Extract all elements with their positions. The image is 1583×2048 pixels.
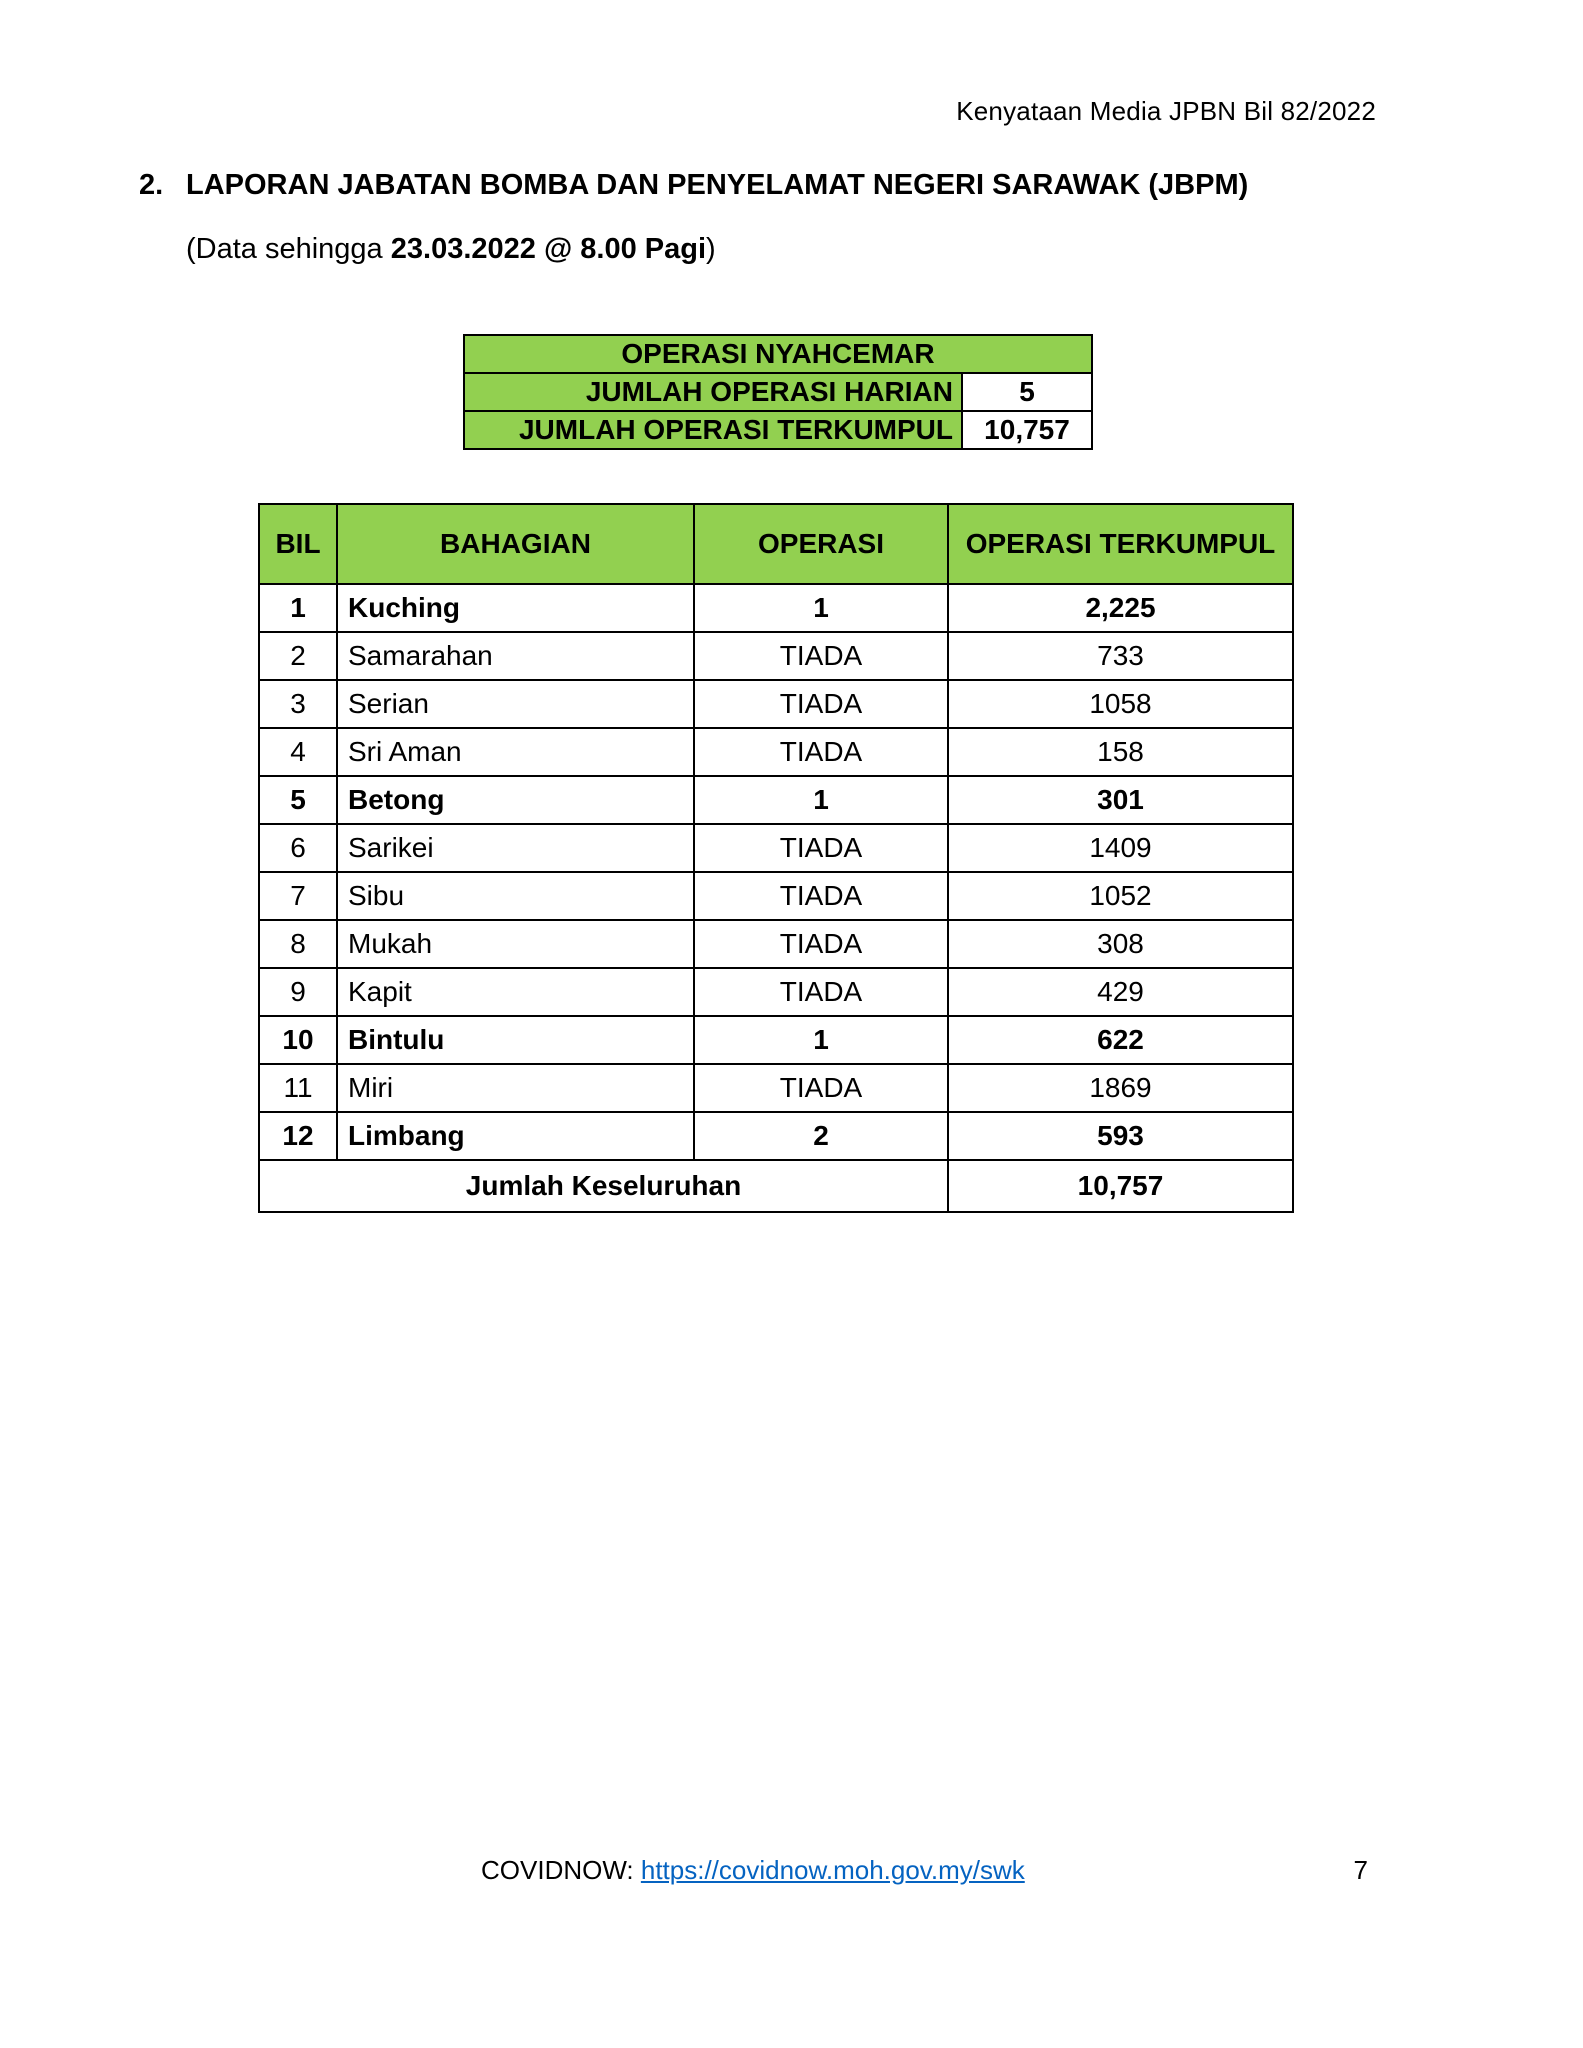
- footer: [481, 1855, 1025, 1886]
- cell-bahagian: Samarahan: [337, 632, 694, 680]
- column-header-bil: BIL: [259, 504, 337, 584]
- summary-row: [464, 411, 1092, 449]
- table-header-row: [259, 504, 1293, 584]
- cell-operasi-terkumpul: 622: [948, 1016, 1293, 1064]
- cell-bil: 2: [259, 632, 337, 680]
- cell-bil: 7: [259, 872, 337, 920]
- cell-bahagian: Betong: [337, 776, 694, 824]
- section-title: [139, 169, 1248, 202]
- table-row: [259, 632, 1293, 680]
- cell-bahagian: Sarikei: [337, 824, 694, 872]
- table-row: [259, 920, 1293, 968]
- cell-operasi-terkumpul: 593: [948, 1112, 1293, 1160]
- cell-operasi: TIADA: [694, 824, 948, 872]
- cell-bahagian: Sri Aman: [337, 728, 694, 776]
- table-row: [259, 776, 1293, 824]
- cell-operasi-terkumpul: 1052: [948, 872, 1293, 920]
- cell-bil: 6: [259, 824, 337, 872]
- table-row: [259, 968, 1293, 1016]
- summary-value: 10,757: [962, 411, 1092, 449]
- summary-value: 5: [962, 373, 1092, 411]
- cell-bil: 9: [259, 968, 337, 1016]
- division-operations-table: [258, 503, 1294, 1213]
- cell-operasi: TIADA: [694, 872, 948, 920]
- cell-operasi-terkumpul: 301: [948, 776, 1293, 824]
- cell-bil: 4: [259, 728, 337, 776]
- column-header-operasi-terkumpul: OPERASI TERKUMPUL: [948, 504, 1293, 584]
- covidnow-link[interactable]: https://covidnow.moh.gov.my/swk: [640, 1855, 1025, 1885]
- cell-operasi-terkumpul: 1058: [948, 680, 1293, 728]
- footer-prefix: COVIDNOW:: [481, 1855, 641, 1885]
- table-row: [259, 1112, 1293, 1160]
- cell-bahagian: Limbang: [337, 1112, 694, 1160]
- cell-bil: 5: [259, 776, 337, 824]
- cell-bahagian: Kuching: [337, 584, 694, 632]
- document-reference: Kenyataan Media JPBN Bil 82/2022: [956, 96, 1376, 126]
- table-row: [259, 1016, 1293, 1064]
- cell-operasi: TIADA: [694, 632, 948, 680]
- cell-operasi: TIADA: [694, 968, 948, 1016]
- cell-bil: 12: [259, 1112, 337, 1160]
- table-total-row: [259, 1160, 1293, 1212]
- summary-label: JUMLAH OPERASI TERKUMPUL: [464, 411, 962, 449]
- cell-operasi-terkumpul: 1869: [948, 1064, 1293, 1112]
- cell-bahagian: Kapit: [337, 968, 694, 1016]
- table-row: [259, 1064, 1293, 1112]
- table-row: [259, 728, 1293, 776]
- data-date: 23.03.2022 @ 8.00 Pagi: [390, 233, 707, 265]
- cell-operasi-terkumpul: 1409: [948, 824, 1293, 872]
- summary-heading: OPERASI NYAHCEMAR: [464, 335, 1092, 373]
- summary-row: [464, 373, 1092, 411]
- cell-operasi-terkumpul: 429: [948, 968, 1293, 1016]
- data-suffix: ): [706, 233, 716, 265]
- table-row: [259, 680, 1293, 728]
- data-prefix: (Data sehingga: [186, 233, 391, 265]
- cell-bil: 8: [259, 920, 337, 968]
- cell-operasi: 1: [694, 776, 948, 824]
- table-body: [259, 584, 1293, 1160]
- cell-bil: 3: [259, 680, 337, 728]
- cell-operasi: TIADA: [694, 680, 948, 728]
- column-header-operasi: OPERASI: [694, 504, 948, 584]
- cell-bahagian: Mukah: [337, 920, 694, 968]
- summary-label: JUMLAH OPERASI HARIAN: [464, 373, 962, 411]
- cell-operasi: 2: [694, 1112, 948, 1160]
- page-number: 7: [1353, 1855, 1368, 1885]
- cell-bil: 10: [259, 1016, 337, 1064]
- cell-operasi-terkumpul: 733: [948, 632, 1293, 680]
- total-value: 10,757: [948, 1160, 1293, 1212]
- table-row: [259, 584, 1293, 632]
- cell-bahagian: Sibu: [337, 872, 694, 920]
- table-row: [259, 872, 1293, 920]
- cell-bil: 1: [259, 584, 337, 632]
- cell-bahagian: Serian: [337, 680, 694, 728]
- cell-bil: 11: [259, 1064, 337, 1112]
- cell-operasi-terkumpul: 2,225: [948, 584, 1293, 632]
- cell-operasi: 1: [694, 584, 948, 632]
- cell-operasi: TIADA: [694, 1064, 948, 1112]
- cell-operasi: 1: [694, 1016, 948, 1064]
- total-label: Jumlah Keseluruhan: [259, 1160, 948, 1212]
- cell-operasi: TIADA: [694, 920, 948, 968]
- summary-table: [463, 334, 1093, 450]
- cell-bahagian: Bintulu: [337, 1016, 694, 1064]
- section-title-text: LAPORAN JABATAN BOMBA DAN PENYELAMAT NEGERI SARAWAK (JBPM): [186, 169, 1249, 201]
- column-header-bahagian: BAHAGIAN: [337, 504, 694, 584]
- section-number: 2.: [139, 169, 164, 201]
- cell-operasi: TIADA: [694, 728, 948, 776]
- data-as-of-line: [186, 233, 716, 266]
- table-row: [259, 824, 1293, 872]
- cell-operasi-terkumpul: 158: [948, 728, 1293, 776]
- cell-bahagian: Miri: [337, 1064, 694, 1112]
- cell-operasi-terkumpul: 308: [948, 920, 1293, 968]
